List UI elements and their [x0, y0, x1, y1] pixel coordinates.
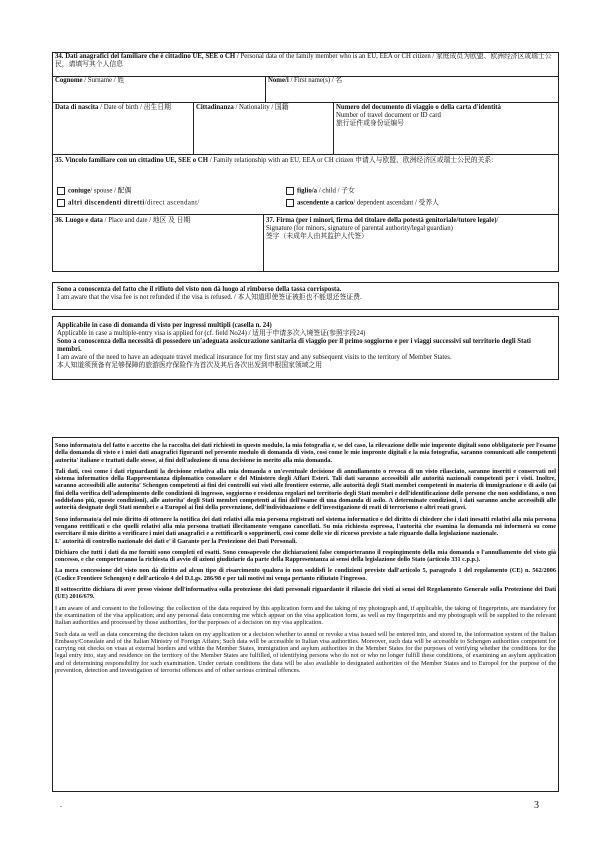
option-child[interactable]: figlio/a / child / 子女: [283, 186, 553, 197]
multiple-entry-notice-text: Applicabile in caso di domanda di visto per ingressi multipli (casella n. 24) Applicable in case a multiple-entry visa is applied for (cf. field No24) / 适用于申请多次入境签证(参照字段24) Sono a conoscenza della necessità di possedere un'adeguata assicurazione sanitaria di viaggio per il primo soggiorno e per i viaggi successivi sul territorio degli Stati membri. I am aware of the need to have an adequate travel medical insurance for my first stay and any subsequent visits to the territory of Member States. 本人知道须预备有足够保障的旅游医疗保险作为首次及其后各次出发到申根国家领域之用: [57, 322, 531, 369]
checkbox-spouse[interactable]: [57, 187, 65, 195]
declaration-text: [55, 442, 556, 678]
date-of-birth-field[interactable]: Data di nascita / Date of birth / 出生日期: [55, 104, 171, 111]
declaration-paragraph: Il sottoscritto dichiara di aver preso visione dell'informativa sulla protezione dei dati personali riguardante il rilascio dei visti ai sensi del Regolamento Generale sulla Protezione dei Dati (UE) 2016/679.: [55, 586, 556, 601]
declaration-paragraph: Dichiaro che tutti i dati da me forniti sono completi ed esatti. Sono consapevole che dichiarazioni false comporteranno il respingimento della mia domanda o l'annullamento del visto già concesso, e che comporteranno la richiesta di avvio di azioni giudiziarie da parte della Rappresentanza ai sensi della legislazione dello Stato (articolo 331 c.p.p.).: [55, 548, 556, 564]
surname-field[interactable]: Cognome / Surname / 姓: [55, 77, 125, 84]
declaration-paragraph: Such data as well as data concerning the decision taken on my application or a decision whether to annul or revoke a visa issued will be entered into, and stored in, the information system of the Italian Embassy/Consulate and of the Italian Ministry of Foreign Affairs; Such data will be accessible to Italian visa authorities. Moreover, such data will be accessible to Schengen authorities competent for carrying out checks on visas at external borders and within the Member States, immigration and asylum authorities in the Member States for the purposes of verifying whether the conditions for the legal entry into, stay and residence on the territory of the Member States are fulfilled, of identifying persons who do not or who no longer fulfill these conditions, of examining an asylum application and of determining responsibility for such examination. Under certain conditions the data will be also available to designated authorities of the Member States and to Europol for the purpose of the prevention, detection and investigation of terrorist offences and of other serious criminal offences.: [55, 630, 556, 675]
declaration-paragraph: La mera concessione del visto non dà diritto ad alcun tipo di risarcimento qualora io non soddisfi le condizioni previste dall'articolo 5, paragrafo 1 del regolamento (CE) n. 562/2006 (Codice Frontiere Schengen) e dell'articolo 4 del D.Lgs. 286/98 e per tali motivi mi venga pertanto rifiutato l'ingresso.: [55, 567, 556, 582]
checkbox-child[interactable]: [286, 187, 294, 195]
declaration-paragraph: Sono informato/a del fatto e accetto che la raccolta dei dati richiesti in questo modulo, la mia fotografia e, se del caso, la rilevazione delle mie impronte digitali sono obbligatorie per l'esame della domanda di visto e i miei dati anagrafici figuranti nel presente modulo di domanda di visto, così come le mie impronte digitali e la mia fotografia, saranno comunicati alle competenti autorita' italiane e trattati dalle stesse, ai fini dell'adozione di una decisione in merito alla mia domanda.: [55, 442, 556, 464]
travel-document-number-field[interactable]: Numero del documento di viaggio o della carta d'identità Number of travel document or ID card 旅行证件或身份证编号: [336, 104, 501, 127]
declaration-paragraph: L' autorità di controllo nazionale dei dati e' il Garante per la Protezione dei Dati Personali.: [55, 537, 297, 545]
declaration-paragraph: I am aware of and consent to the following: the collection of the data required by this application form and the taking of my photograph and, if applicable, the taking of fingerprints, are mandatory for the examination of the visa application; and any personal data concerning me which appear on the visa application form, as well as my fingerprints and my photograph will be supplied to the relevant Italian authorities and processed by those authorities, for the purposes of a decision on my visa application.: [55, 604, 556, 627]
option-dependent-ascendant[interactable]: ascendente a carico/ dependent ascendant / 受养人: [283, 198, 553, 209]
option-spouse[interactable]: coniuge/ spouse / 配偶: [54, 186, 274, 197]
first-name-field[interactable]: Nome/i / First name(s) / 名: [268, 77, 343, 84]
visa-fee-notice-text: Sono a conoscenza del fatto che il rifiuto del visto non dà luogo al rimborso della tassa corrisposta. I am aware that the visa fee is not refunded if the visa is refused. / 本人知道即使签证被拒也不能退还签证费.: [57, 286, 362, 301]
signature-field[interactable]: 37. Firma (per i minori, firma del titolare della potestà genitoriale/tutore legale)/ Signature (for minors, signature of parental authority/legal guardian) 签字（未成年人由其监护人代签）: [266, 217, 499, 240]
footer-dot: .: [60, 800, 62, 809]
checkbox-direct-ascendant[interactable]: [57, 199, 65, 207]
page-number: 3: [534, 800, 539, 811]
declaration-paragraph: Sono informato/a del mio diritto di ottenere la notifica dei dati relativi alla mia persona registrati nel sistema informatico e del diritto di chiedere che i dati inesatti relativi alla mia persona vengano rettificati e che quelli relativi alla mia persona trattati illecitamente vengano cancellati. Su mia richiesta espressa, l'autorità che esamina la domanda mi informerà su come esercitare il mio diritto a verificare i miei dati anagrafici e a rettificarli o sopprimerli, così come delle vie di ricorso previste a tale riguardo dalla legislazione nazionale.: [55, 515, 556, 538]
declaration-paragraph: Tali dati, così come i dati riguardanti la decisione relativa alla mia domanda o un'eventuale decisione di annullamento o revoca di un visto rilasciato, saranno inseriti e conservati nel sistema informatico della Rappresentanza diplomatico consolare e del Ministero degli Affari Esteri. Tali dati saranno accessibili alle autorità nazionali competenti per i visti. Inoltre, saranno accessibili alle autorita' Schengen competenti ai fini dei controlli sui visti alle frontiere esterne, alle autorità degli Stati membri competenti in materia di immigrazione e di asilo (ai fini della verifica dell'adempimento delle condizioni di ingresso, soggiorno e residenza regolari nel territorio degli Stati membri e dell'identificazione delle persone che non soddisfano, o non soddisfano più, queste condizioni), alle autorita' degli Stati membri competenti ai fini dell'esame di una domanda di asilo. A determinate condizioni, i dati saranno anche accessibili alle autorità designate degli Stati membri e a Europol ai fini della prevenzione, dell'individuazione e dell'investigazione di reati di terrorismo e altri reati gravi.: [55, 467, 556, 512]
place-and-date-field[interactable]: 36. Luogo e data / Place and date / 地区 及 日期: [55, 217, 191, 224]
nationality-field[interactable]: Cittadinanza / Nationality / 国籍: [196, 104, 289, 111]
checkbox-dependent-ascendant[interactable]: [286, 199, 294, 207]
section-35-title: 35. Vincolo familiare con un cittadino UE, SEE o CH / Family relationship with an EU, EEA or CH citizen 申请人与欧盟、欧洲经济区或瑞士公民的关系:: [55, 157, 494, 164]
option-direct-ascendant[interactable]: altri discendenti diretti/direct ascendant/: [54, 198, 279, 209]
section-34-title: 34. Dati anagrafici del familiare che è cittadino UE, SEE o CH / Personal data of the family member who is an EU, EEA or CH citizen / 家庭成员为欧盟、欧洲经济区或瑞士公民，请填写其个人信息: [55, 53, 552, 68]
